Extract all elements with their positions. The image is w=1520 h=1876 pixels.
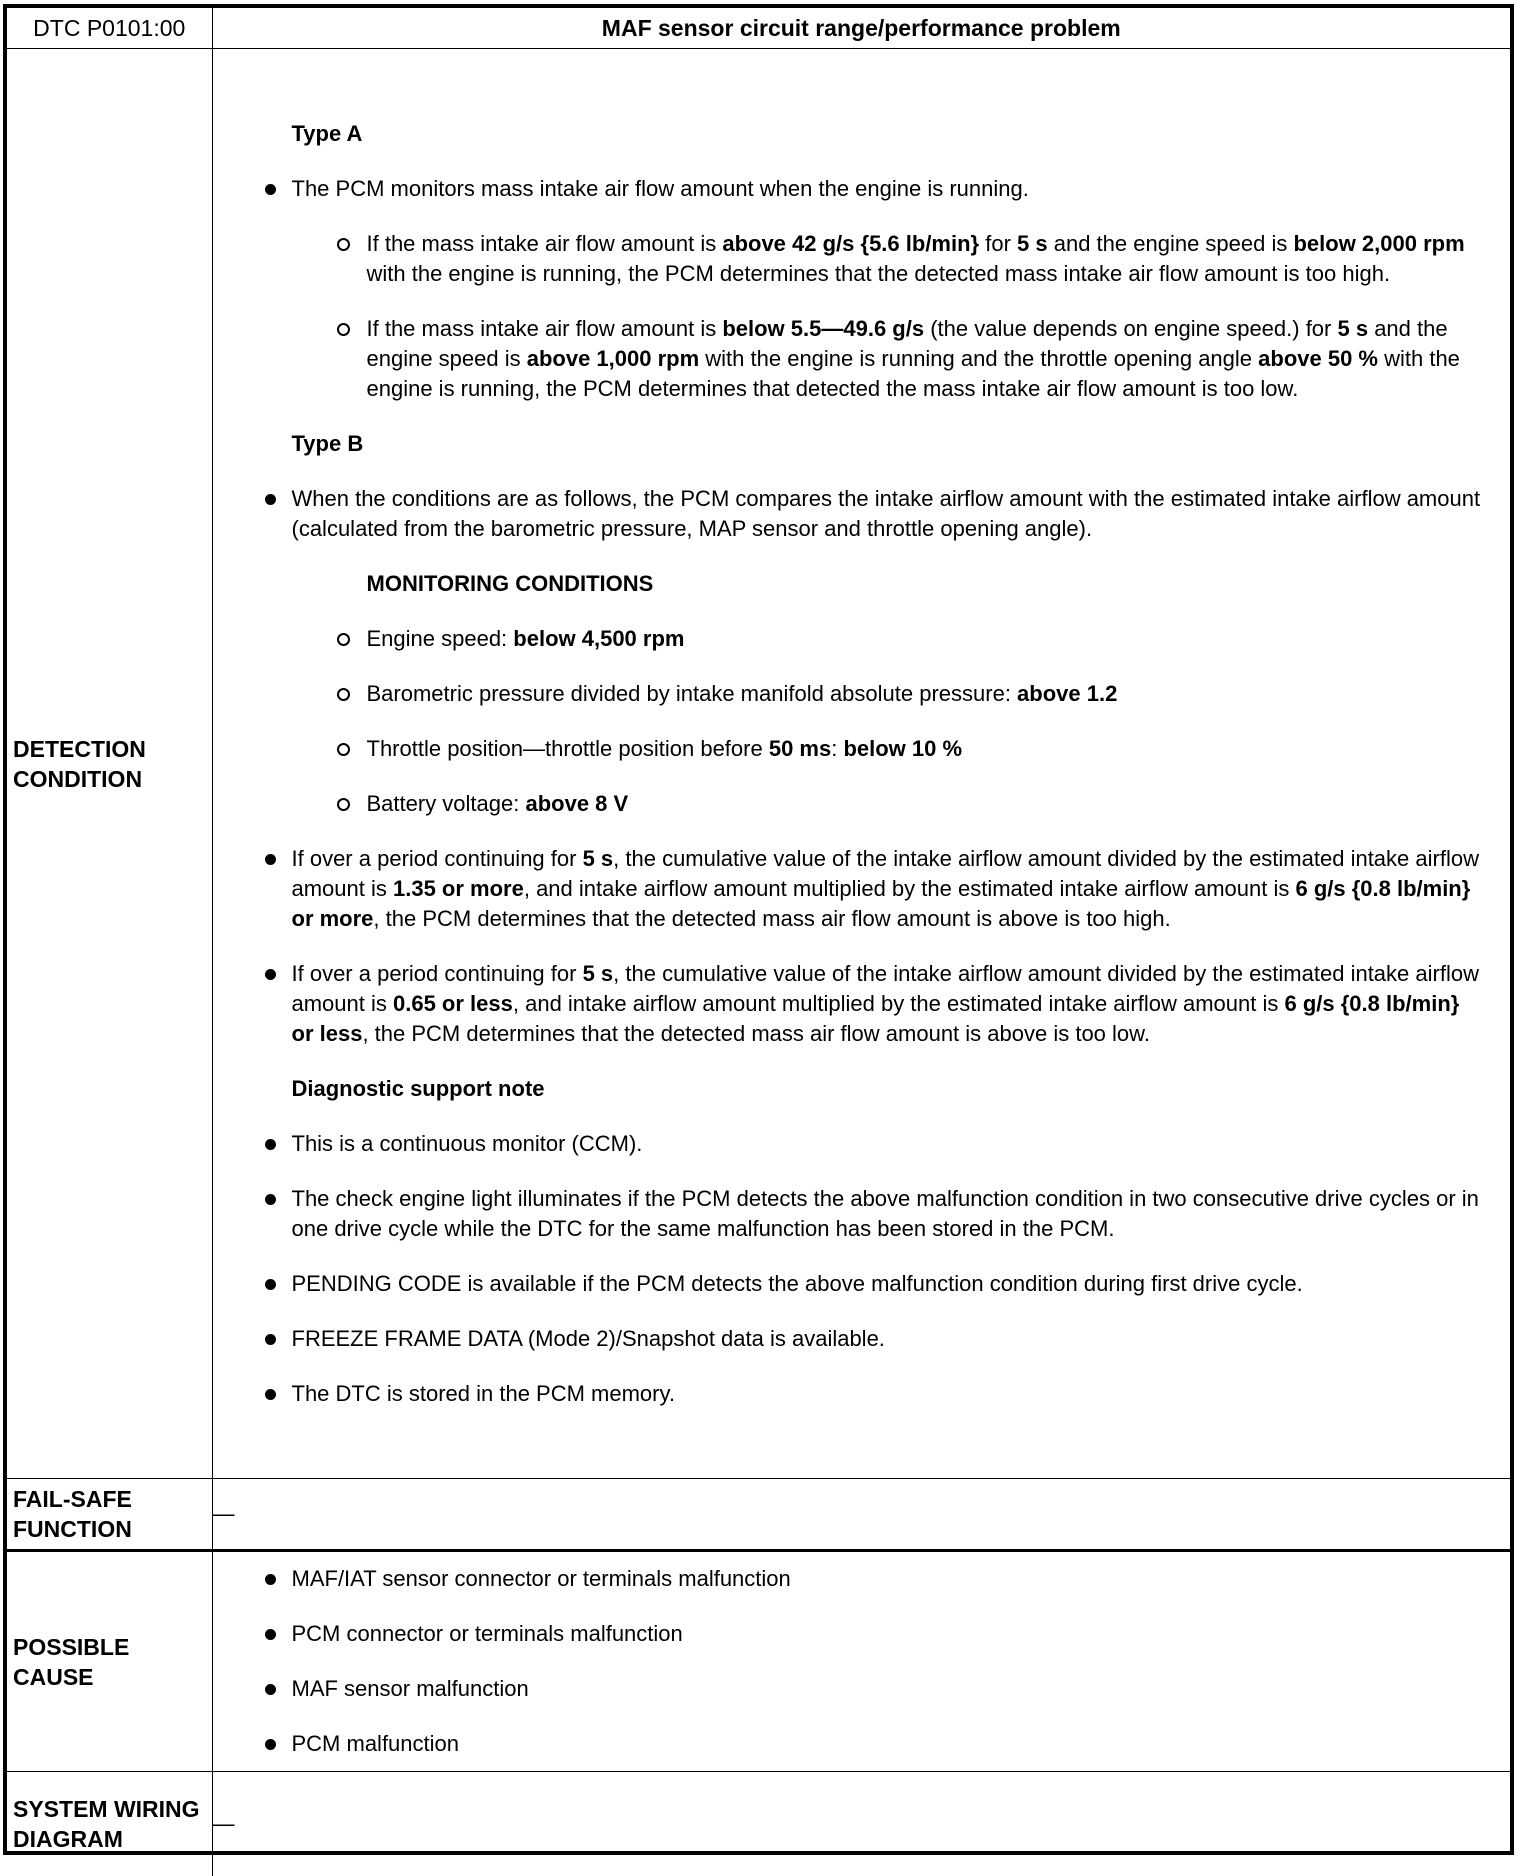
circle-bullet-icon: [337, 323, 350, 336]
list-item: Engine speed: below 4,500 rpm: [367, 624, 1487, 654]
list-item: If over a period continuing for 5 s, the cumulative value of the intake airflow amount divided by the estimated intake airflow amount is 0.65 or less, and intake airflow amount multiplied by the estimated intake airflow amount is 6 g/s {0.8 lb/min} or less, the PCM determines that the detected mass air flow amount is above is too low.: [292, 959, 1487, 1049]
detection-condition-content: [212, 49, 1510, 1479]
circle-bullet-icon: [337, 798, 350, 811]
fail-safe-row: [7, 1479, 1510, 1551]
list-item: If the mass intake air flow amount is above 42 g/s {5.6 lb/min} for 5 s and the engine speed is below 2,000 rpm with the engine is running, the PCM determines that the detected mass intake air flow amount is too high.: [367, 229, 1487, 289]
wiring-diagram-label: SYSTEM WIRING DIAGRAM: [7, 1772, 212, 1876]
list-item: The DTC is stored in the PCM memory.: [292, 1379, 1487, 1409]
list-item: MAF/IAT sensor connector or terminals malfunction: [292, 1564, 1487, 1594]
bullet-icon: [265, 1629, 276, 1640]
bullet-icon: [265, 1574, 276, 1585]
wiring-diagram-value: —: [212, 1772, 1510, 1876]
list-item: PCM malfunction: [292, 1729, 1487, 1759]
dtc-table: [7, 8, 1510, 1876]
list-item: When the conditions are as follows, the PCM compares the intake airflow amount with the estimated intake airflow amount (calculated from the barometric pressure, MAP sensor and throttle opening angle).: [292, 484, 1487, 544]
circle-bullet-icon: [337, 743, 350, 756]
bullet-icon: [265, 1334, 276, 1345]
header-row: [7, 8, 1510, 49]
bullet-icon: [265, 1139, 276, 1150]
bullet-icon: [265, 1389, 276, 1400]
list-item: The PCM monitors mass intake air flow amount when the engine is running.: [292, 174, 1487, 204]
circle-bullet-icon: [337, 238, 350, 251]
list-item: This is a continuous monitor (CCM).: [292, 1129, 1487, 1159]
list-item: PCM connector or terminals malfunction: [292, 1619, 1487, 1649]
possible-cause-label: POSSIBLE CAUSE: [7, 1551, 212, 1772]
type-a-heading: Type A: [291, 120, 363, 146]
bullet-icon: [265, 854, 276, 865]
dtc-title: MAF sensor circuit range/performance problem: [212, 8, 1510, 49]
list-item: PENDING CODE is available if the PCM detects the above malfunction condition during first drive cycle.: [292, 1269, 1487, 1299]
circle-bullet-icon: [337, 688, 350, 701]
bullet-icon: [265, 184, 276, 195]
list-item: If over a period continuing for 5 s, the cumulative value of the intake airflow amount divided by the estimated intake airflow amount is 1.35 or more, and intake airflow amount multiplied by the estimated intake airflow amount is 6 g/s {0.8 lb/min} or more, the PCM determines that the detected mass air flow amount is above is too high.: [292, 844, 1487, 934]
list-item: MAF sensor malfunction: [292, 1674, 1487, 1704]
possible-cause-content: [212, 1551, 1510, 1772]
type-b-heading: Type B: [291, 430, 364, 456]
monitoring-conditions-heading: MONITORING CONDITIONS: [366, 570, 654, 596]
detection-condition-label: DETECTION CONDITION: [7, 49, 212, 1479]
diagnostic-support-heading: Diagnostic support note: [291, 1075, 545, 1101]
list-item: Battery voltage: above 8 V: [367, 789, 1487, 819]
bullet-icon: [265, 1279, 276, 1290]
bullet-icon: [265, 969, 276, 980]
circle-bullet-icon: [337, 633, 350, 646]
bullet-icon: [265, 494, 276, 505]
list-item: Throttle position—throttle position before 50 ms: below 10 %: [367, 734, 1487, 764]
list-item: If the mass intake air flow amount is below 5.5—49.6 g/s (the value depends on engine speed.) for 5 s and the engine speed is above 1,000 rpm with the engine is running and the throttle opening angle above 50 % with the engine is running, the PCM determines that detected the mass intake air flow amount is too low.: [367, 314, 1487, 404]
list-item: The check engine light illuminates if the PCM detects the above malfunction condition in two consecutive drive cycles or in one drive cycle while the DTC for the same malfunction has been stored in the PCM.: [292, 1184, 1487, 1244]
fail-safe-label: FAIL-SAFE FUNCTION: [7, 1479, 212, 1551]
detection-condition-row: [7, 49, 1510, 1479]
bullet-icon: [265, 1684, 276, 1695]
list-item: Barometric pressure divided by intake manifold absolute pressure: above 1.2: [367, 679, 1487, 709]
bullet-icon: [265, 1194, 276, 1205]
dtc-sheet: [3, 4, 1514, 1855]
possible-cause-row: [7, 1551, 1510, 1772]
dtc-code: DTC P0101:00: [7, 8, 212, 49]
list-item: FREEZE FRAME DATA (Mode 2)/Snapshot data is available.: [292, 1324, 1487, 1354]
fail-safe-value: —: [212, 1479, 1510, 1551]
bullet-icon: [265, 1739, 276, 1750]
